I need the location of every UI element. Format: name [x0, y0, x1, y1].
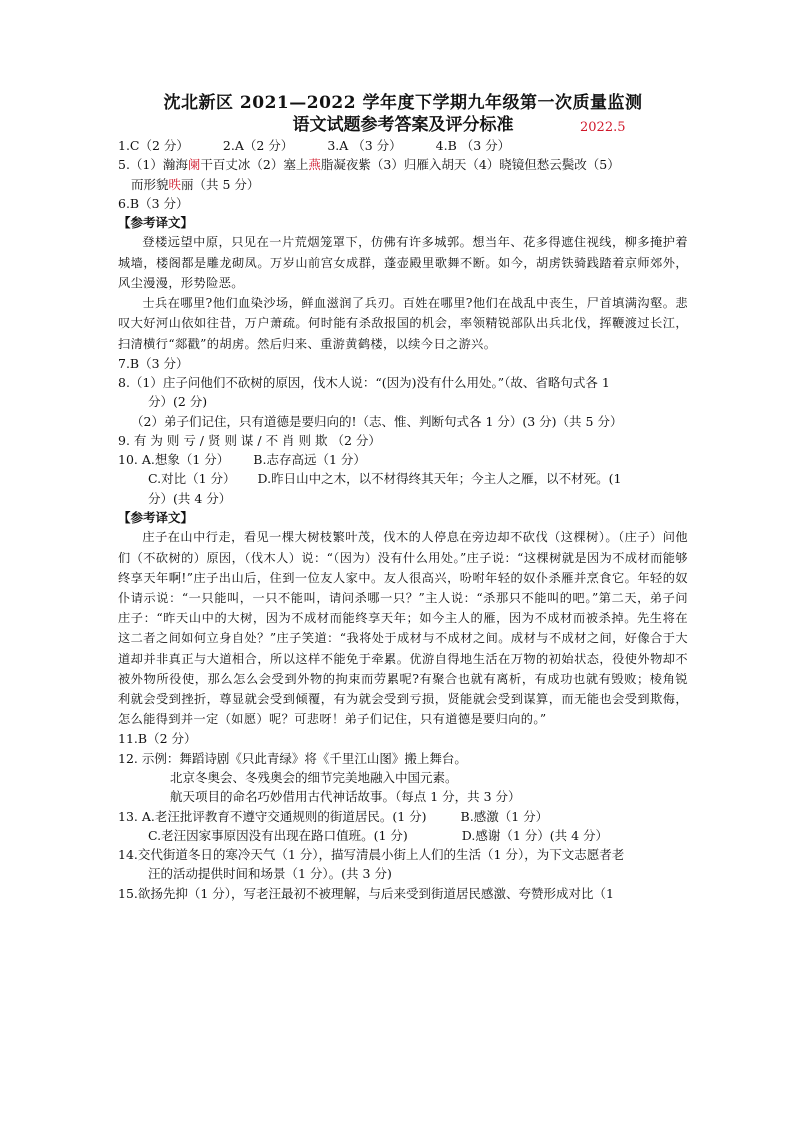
reference-translation-paragraph: 登楼远望中原，只见在一片荒烟笼罩下，仿佛有许多城郭。想当年、花多得遮住视线，柳多掩护着城墙，楼阁都是雕龙砌凤。万岁山前宫女成群，蓬壶殿里歌舞不断。如今，胡虏铁骑践踏着京师郊外，风尘漫漫，形势险恶。: [118, 235, 688, 290]
answer-3: 3.A （3 分）: [327, 138, 402, 153]
answer-14-line1: 14.交代街道冬日的寒冷天气（1 分），描写清晨小街上人们的生活（1 分），为下文志愿者老: [118, 847, 625, 863]
answer-5-highlight-1: 阑: [187, 157, 201, 173]
answer-10-c: C.对比（1 分）: [148, 471, 236, 487]
answer-13-line1: [118, 807, 688, 826]
answer-10-d: D.昨日山中之木，以不材得终其天年；今主人之雁，以不材死。(1: [257, 471, 622, 487]
answer-2: 2.A（2 分）: [222, 138, 294, 153]
answer-sheet: [118, 92, 688, 903]
answer-11: 11.B（2 分）: [118, 731, 197, 747]
answer-13-c: C.老汪因家事原因没有出现在路口值班。(1 分): [148, 827, 408, 843]
answer-12-line2: 北京冬奥会、冬残奥会的细节完美地融入中国元素。: [170, 770, 458, 785]
answer-10-b: B.志存高远（1 分）: [253, 452, 366, 468]
answer-13-b: B.感激（1 分）: [460, 808, 549, 824]
answer-5-text: 而形貌: [131, 176, 169, 192]
answer-5-highlight-2: 燕: [308, 157, 321, 173]
answer-5-line1: [118, 155, 688, 174]
answer-6: 6.B（3 分）: [118, 195, 189, 211]
answer-9: 9. 有 为 则 亏 / 贤 则 谋 / 不 肖 则 欺 （2 分）: [118, 432, 381, 448]
answer-10-a: 10. A.想象（1 分）: [118, 452, 230, 468]
answer-12-line1: 12. 示例：舞蹈诗剧《只此青绿》将《千里江山图》搬上舞台。: [118, 750, 467, 766]
document-title: 沈北新区 2021—2022 学年度下学期九年级第一次质量监测: [163, 93, 643, 113]
reference-translation-heading: 【参考译文】: [118, 510, 194, 526]
answer-5-text: 干百丈冰（2）塞上: [200, 157, 309, 173]
answer-13-line2: [118, 826, 688, 845]
answer-7: 7.B（3 分）: [118, 355, 189, 371]
answer-8-2: （2）弟子们记住，只有道德是要归向的!（志、惟、判断句式各 1 分）(3 分)（共 5 分）: [131, 413, 623, 429]
answer-15-line1: 15.欲扬先抑（1 分），写老汪最初不被理解，与后来受到街道居民感激、夸赞形成对比（1: [118, 885, 615, 901]
answer-13-d: D.感谢（1 分）(共 4 分）: [461, 827, 609, 843]
answer-13-a: 13. A.老汪批评教育不遵守交通规则的街道居民。(1 分): [118, 808, 427, 824]
answer-14-line2: 汪的活动提供时间和场景（1 分）。(共 3 分): [148, 866, 392, 882]
answer-12-line3: 航天项目的命名巧妙借用古代神话故事。（每点 1 分，共 3 分）: [170, 789, 521, 805]
document-subtitle: 语文试题参考答案及评分标准: [292, 115, 514, 135]
answer-8-1-cont: 分）(2 分): [148, 394, 208, 410]
answer-5-text: 脂凝夜紫（3）归雁入胡天（4）晓镜但愁云鬓改（5）: [320, 157, 620, 173]
answer-10-line1: [118, 450, 688, 469]
answer-4: 4.B （3 分）: [435, 138, 511, 153]
reference-translation-paragraph: 庄子在山中行走，看见一棵大树枝繁叶茂，伐木的人停息在旁边却不砍伐（这棵树）。（庄子）问他们（不砍树的）原因，（伐木人）说：“（因为）没有什么用处。”庄子说：“这棵树就是因为不成材而能够终享天年啊!”庄子出山后，住到一位友人家中。友人很高兴，吩咐年轻的奴仆杀雁并烹食它。年轻的奴仆请示说：“一只能叫，一只不能叫，请问杀哪一只？”主人说：“杀那只不能叫的吧。”第二天，弟子问庄子：“昨天山中的大树，因为不成材而能终享天年；如今主人的雁，因为不成材而被杀掉。先生将在这二者之间如何立身自处？”庄子笑道：“我将处于成材与不成材之间。成材与不成材之间，好像合于大道却并非真正与大道相合，所以这样不能免于牵累。优游自得地生活在万物的初始状态，役使外物却不被外物所役使，那么怎么会受到外物的拘束而劳累呢?有聚合也就有离析，有成功也就有毁败；棱角锐利就会受到挫折，尊显就会受到倾覆，有为就会受到亏损，贤能就会受到谋算，而无能也会受到欺侮，怎么能得到并一定（如愿）呢？可悲呀！弟子们记住，只有道德是要归向的。”: [118, 530, 688, 727]
answer-5-highlight-3: 昳: [168, 176, 182, 192]
answer-5-line2: [118, 175, 688, 194]
reference-translation-heading: 【参考译文】: [118, 215, 194, 231]
answer-10-line2: [118, 469, 688, 488]
answer-8-1: 8.（1）庄子问他们不砍树的原因，伐木人说：“(因为)没有什么用处。”（故、省略句式各 1: [118, 375, 610, 390]
reference-translation-paragraph: 士兵在哪里?他们血染沙场，鲜血滋润了兵刃。百姓在哪里?他们在战乱中丧生，尸首填满沟壑。悲叹大好河山依如往昔，万户萧疏。何时能有杀敌报国的机会，率领精锐部队出兵北伐，挥鞭渡过长江，扫清横行“郯戳”的胡虏。然后归来、重游黄鹤楼，以续今日之游兴。: [118, 296, 688, 351]
answer-1: 1.C（2 分）: [118, 138, 189, 153]
answer-5-text: 丽（共 5 分）: [181, 176, 260, 192]
answer-10-line3: 分）(共 4 分）: [148, 490, 232, 506]
document-date: 2022.5: [580, 120, 626, 135]
answer-5-text: 5.（1）瀚海: [118, 157, 188, 173]
document-subtitle-row: [118, 114, 688, 136]
